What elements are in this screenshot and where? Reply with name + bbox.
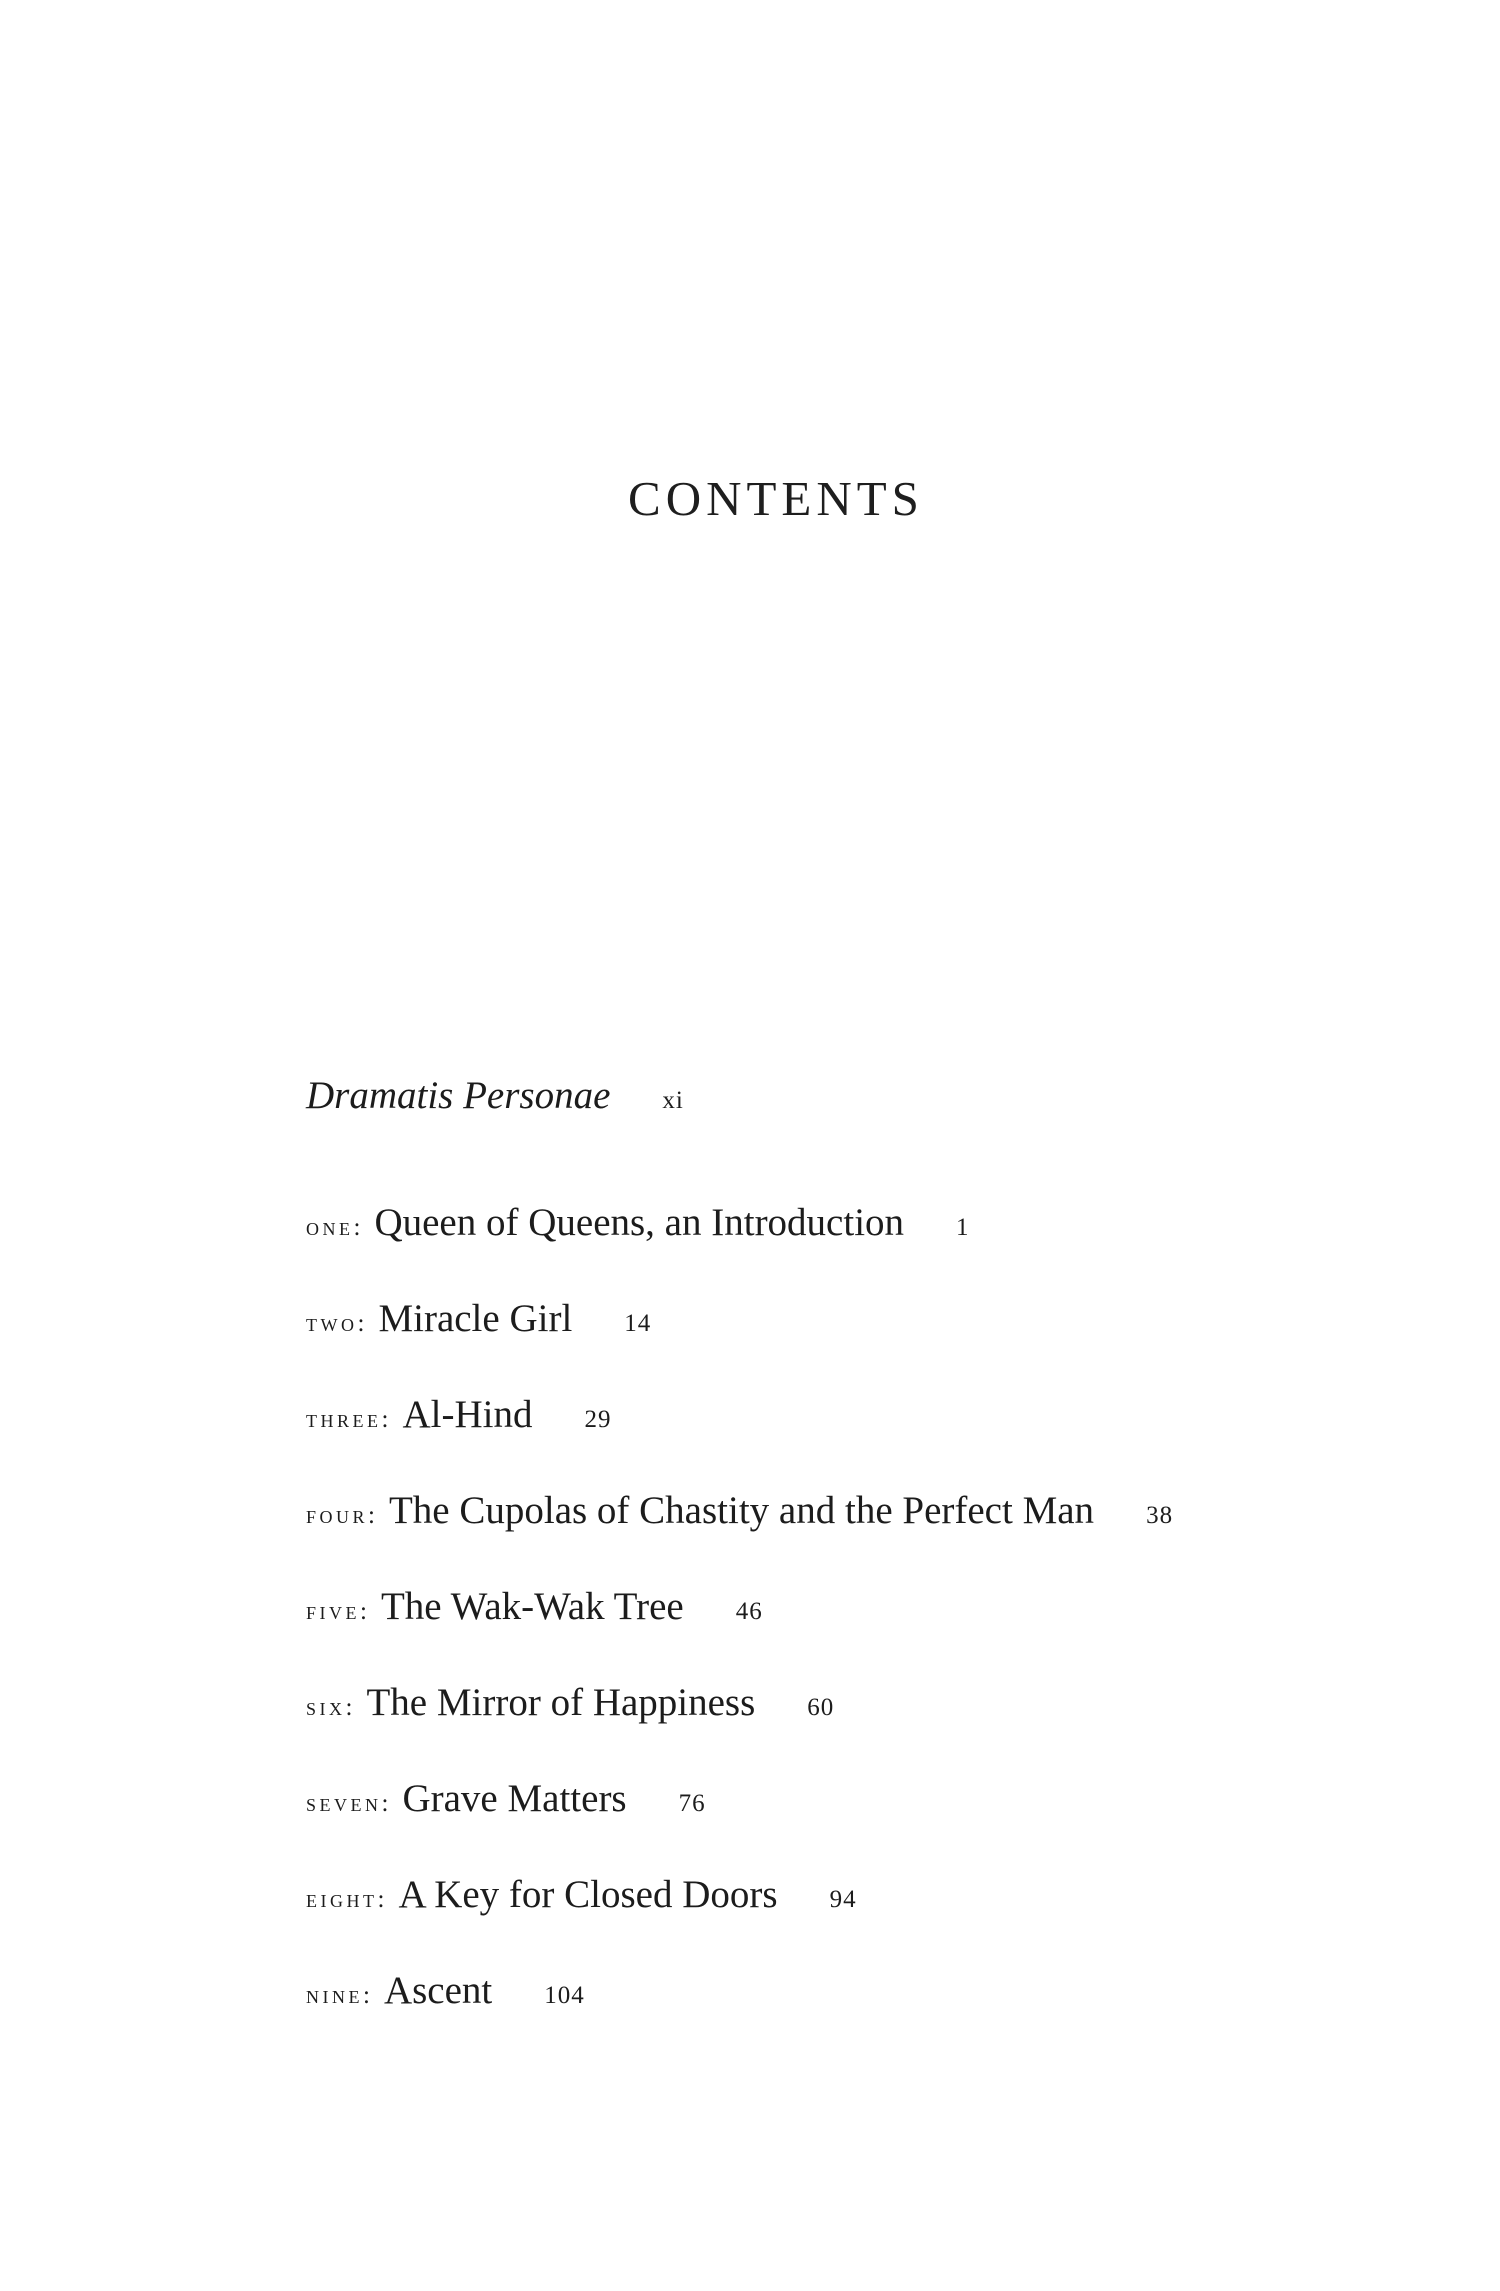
toc-entry-chapter-six	[306, 1680, 1173, 1776]
chapter-title: The Mirror of Happiness	[366, 1681, 756, 1724]
chapter-separator: :	[357, 1310, 365, 1337]
toc-entry-page-number: xi	[662, 1087, 684, 1114]
chapter-title: Miracle Girl	[378, 1297, 573, 1340]
chapter-label: six	[306, 1694, 346, 1721]
page-title: CONTENTS	[628, 471, 924, 526]
chapter-page-number: 1	[956, 1214, 970, 1241]
toc-entry-chapter-eight	[306, 1872, 1173, 1968]
toc-entry-chapter-five	[306, 1584, 1173, 1680]
table-of-contents	[306, 1073, 1173, 2064]
chapter-title: Al-Hind	[402, 1393, 533, 1436]
chapter-label: three	[306, 1406, 382, 1433]
chapter-page-number: 60	[807, 1694, 835, 1721]
toc-entry-chapter-four	[306, 1488, 1173, 1584]
chapter-title: Ascent	[383, 1969, 493, 2012]
toc-entry-front-matter	[306, 1073, 1173, 1200]
chapter-page-number: 46	[735, 1598, 763, 1625]
chapter-separator: :	[377, 1886, 385, 1913]
chapter-label: four	[306, 1502, 369, 1529]
chapter-separator: :	[381, 1790, 389, 1817]
toc-entry-chapter-seven	[306, 1776, 1173, 1872]
chapter-separator: :	[381, 1406, 389, 1433]
chapter-separator: :	[345, 1694, 353, 1721]
chapter-page-number: 76	[678, 1790, 706, 1817]
chapter-page-number: 38	[1146, 1502, 1174, 1529]
chapter-title: The Cupolas of Chastity and the Perfect Man	[388, 1489, 1095, 1532]
chapter-separator: :	[368, 1502, 375, 1529]
toc-entry-chapter-three	[306, 1392, 1173, 1488]
chapter-page-number: 94	[829, 1886, 857, 1913]
chapter-title: A Key for Closed Doors	[398, 1873, 778, 1916]
toc-entry-chapter-one	[306, 1200, 1173, 1296]
toc-entry-title: Dramatis Personae	[306, 1074, 611, 1117]
chapter-page-number: 104	[544, 1982, 585, 2009]
chapter-title: The Wak-Wak Tree	[380, 1585, 684, 1628]
chapter-label: eight	[306, 1886, 378, 1913]
chapter-label: five	[306, 1598, 360, 1625]
chapter-label: one	[306, 1214, 354, 1241]
chapter-label: two	[306, 1310, 358, 1337]
chapter-title: Grave Matters	[402, 1777, 627, 1820]
chapter-label: nine	[306, 1982, 363, 2009]
toc-entry-chapter-two	[306, 1296, 1173, 1392]
chapter-page-number: 29	[584, 1406, 612, 1433]
chapter-page-number: 14	[624, 1310, 652, 1337]
chapter-title: Queen of Queens, an Introduction	[374, 1201, 905, 1244]
chapter-separator: :	[353, 1214, 361, 1241]
chapter-separator: :	[363, 1982, 370, 2009]
chapter-label: seven	[306, 1790, 382, 1817]
chapter-separator: :	[360, 1598, 367, 1625]
toc-entry-chapter-nine	[306, 1968, 1173, 2064]
